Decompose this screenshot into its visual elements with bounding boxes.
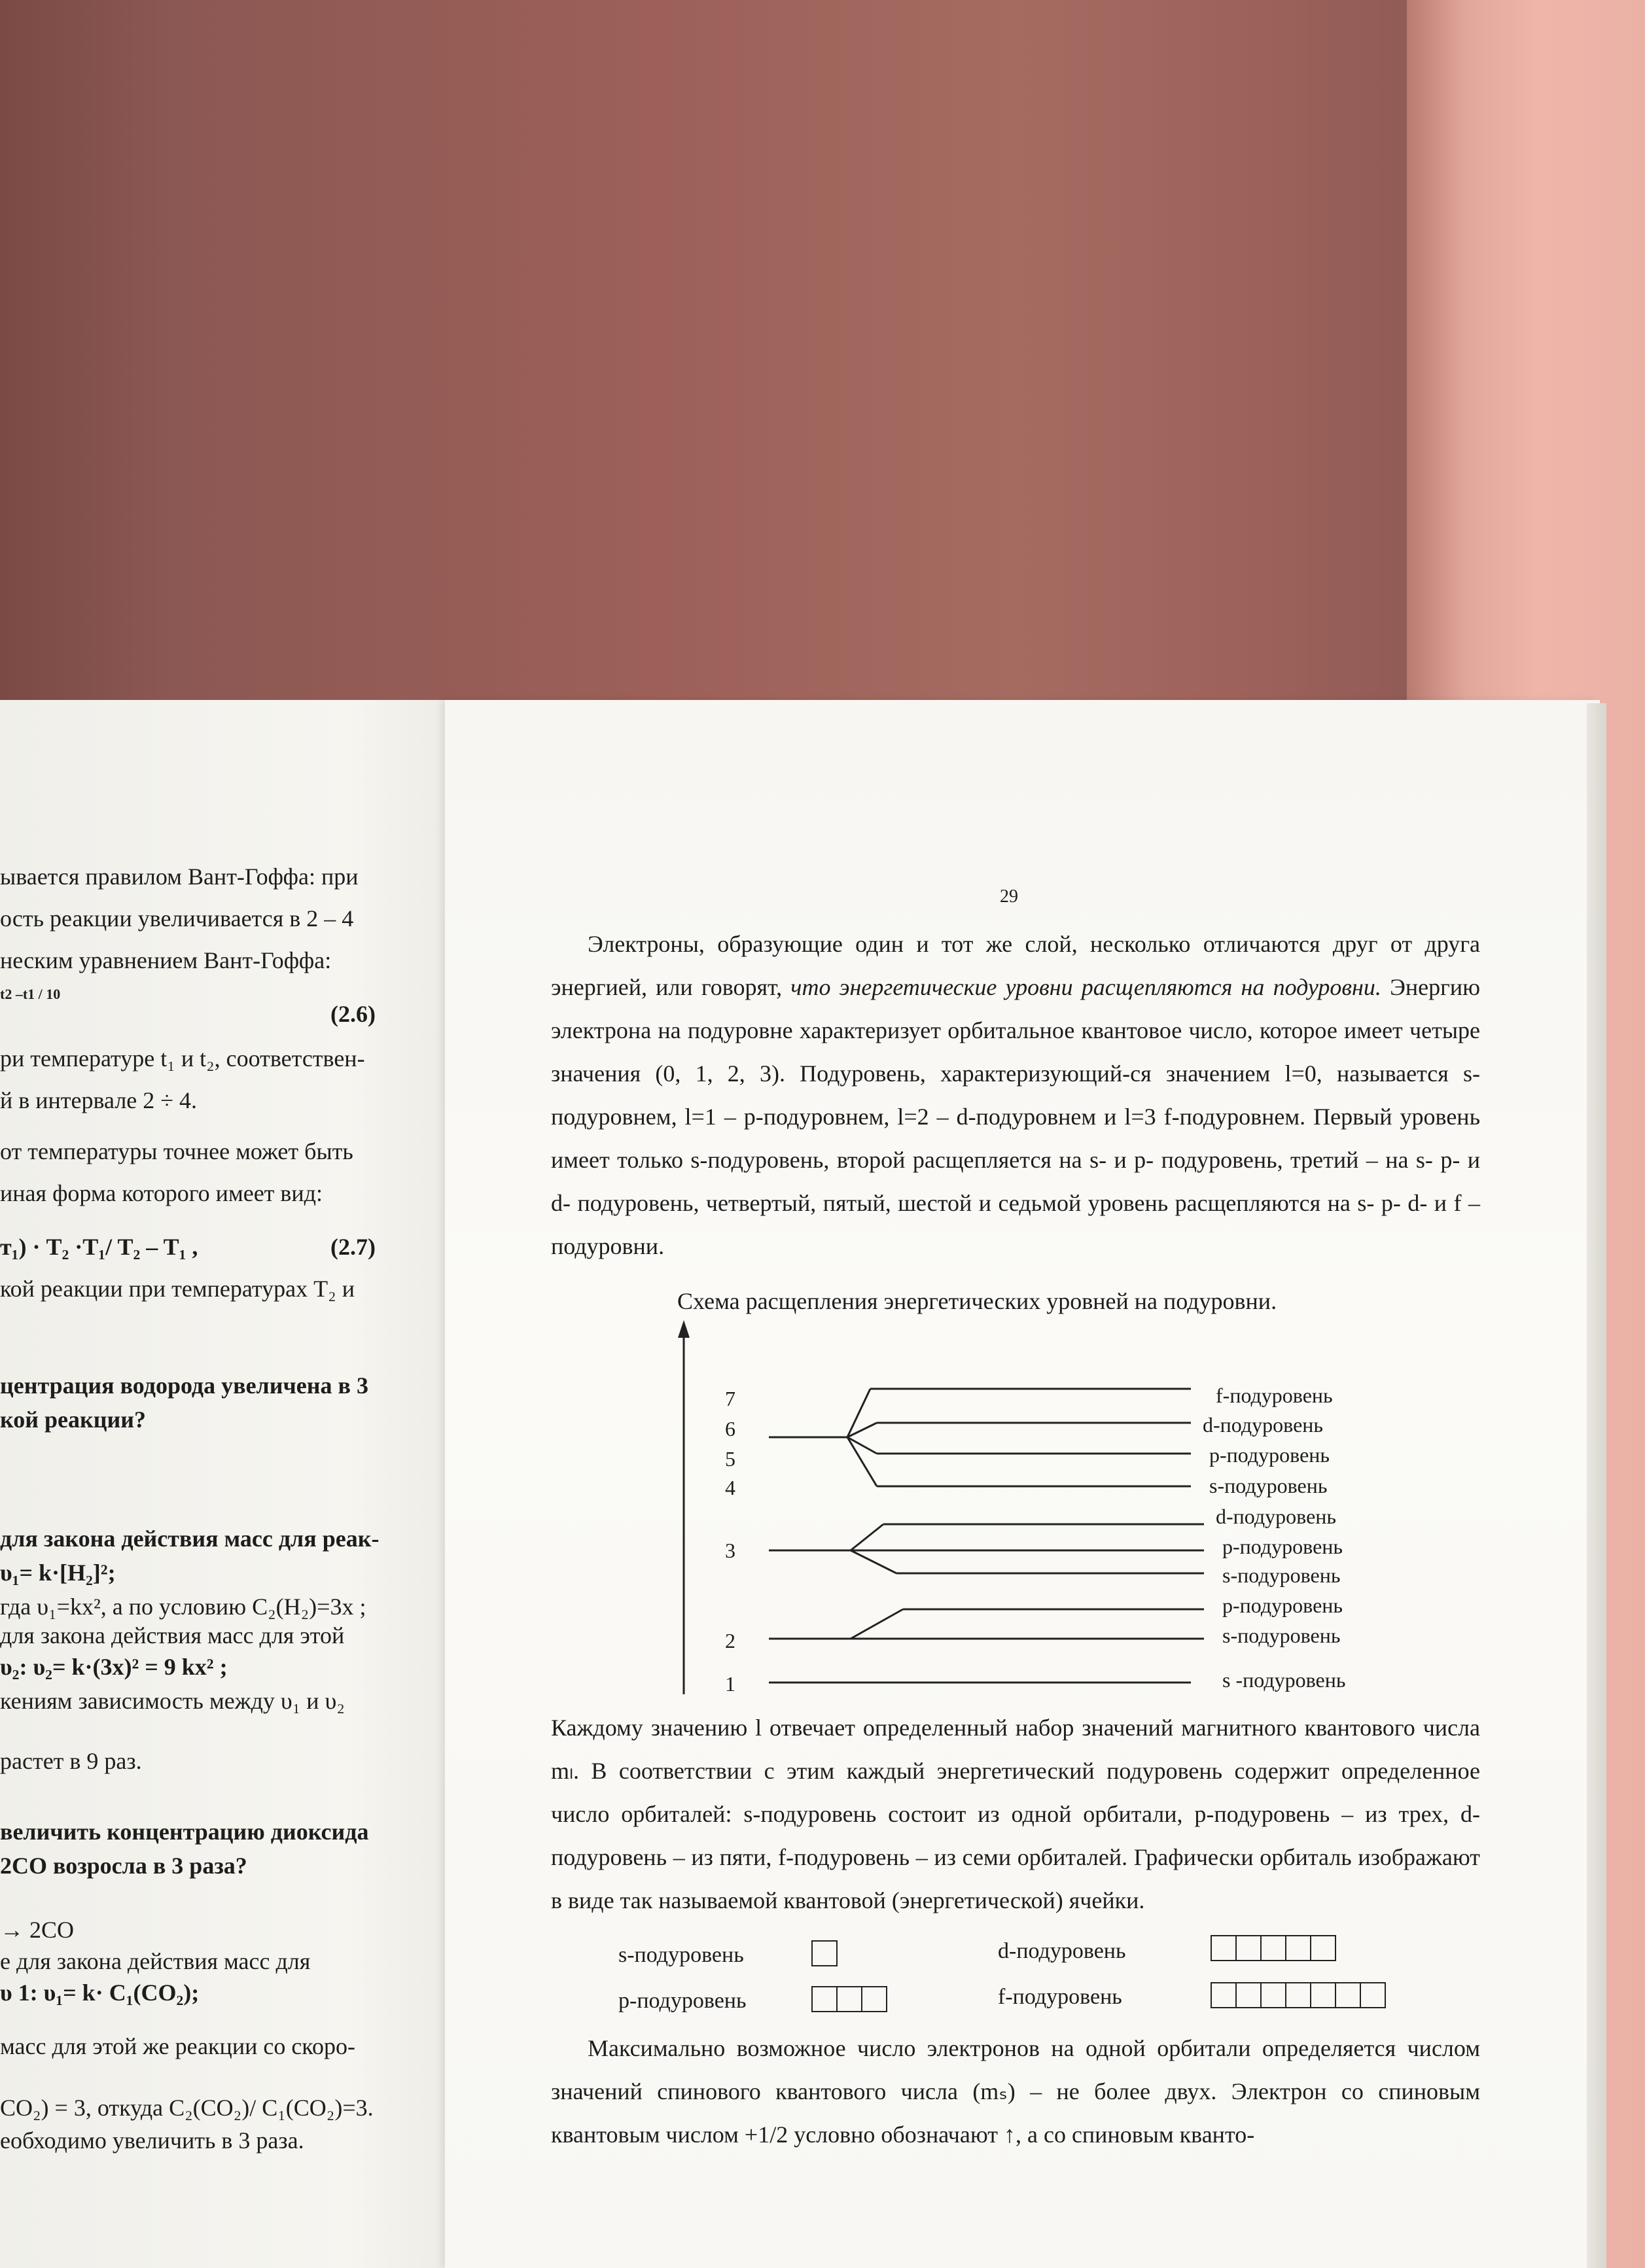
left-page — [0, 700, 497, 2268]
sublevel-label: p-подуровень — [1222, 1535, 1343, 1558]
sublevel-label: s-подуровень — [1222, 1624, 1341, 1647]
left-line: от температуры точнее может быть — [0, 1138, 353, 1164]
quantum-cell — [1211, 1982, 1237, 2008]
paragraph-text: Энергию электрона на подуровне характеризует орбитальное квантовое число, которое имеет четыре значения (0, 1, 2, 3). Подуровень, характеризующий-ся значением l=0, называется s-подуровнем, l=1 – p-подуровнем, l=2 – d-подуровнем и l=3 f-подуровнем. Первый уровень имеет только s-подуровень, второй расщепляется на s- и p- подуровень, третий – на s- p- и d- подуровень, четвертый, пятый, шестой и седьмой уровень расщепляются на s- p- d- и f – подуровни. — [551, 974, 1480, 1259]
left-line: υ₂: υ₂= k·(3x)² = 9 kx² ; — [0, 1654, 228, 1680]
quantum-cell — [1310, 1935, 1336, 1961]
quantum-cell — [1285, 1935, 1311, 1961]
left-line: величить концентрацию диоксида — [0, 1819, 369, 1845]
cell-label-d: d-подуровень — [998, 1939, 1126, 1963]
paragraph-text: Электроны, образующие один и тот же слой, несколько отличаются друг от друга энергией, или говорят, — [551, 931, 1480, 1000]
left-line: 2CO возросла в 3 раза? — [0, 1853, 247, 1879]
quantum-cell — [1285, 1982, 1311, 2008]
f-cell-row — [1211, 1982, 1385, 2008]
emphasis-text: что энергетические уровни расщепляются на подуровни. — [790, 974, 1381, 1000]
left-line: масс для этой же реакции со скоро- — [0, 2033, 355, 2059]
left-line: ри температуре t₁ и t₂, соответствен- — [0, 1045, 365, 1072]
level-number: 6 — [725, 1417, 735, 1440]
paragraph-text: Каждому значению l отвечает определенный набор значений магнитного квантового числа mₗ. В соответствии с этим каждый энергетический подуровень содержит определенное число орбиталей: s-подуровень состоит из одной орбитали, p-подуровень – из трех, d-подуровень – из пяти, f-подуровень – из семи орбиталей. Графически орбиталь изображают в виде так называемой квантовой (энергетической) ячейки. — [551, 1715, 1480, 1913]
left-line: иная форма которого имеет вид: — [0, 1180, 323, 1206]
page-edge — [1587, 703, 1606, 2268]
diagram-title: Схема расщепления энергетических уровней на подуровни. — [677, 1288, 1277, 1314]
left-line: кой реакции при температурах T₂ и — [0, 1276, 355, 1302]
quantum-cell — [1310, 1982, 1336, 2008]
cell-label-f: f-подуровень — [998, 1985, 1122, 2009]
quantum-cell — [811, 1986, 838, 2012]
sublevel-label: s -подуровень — [1222, 1668, 1346, 1692]
quantum-cell — [1260, 1935, 1286, 1961]
sublevel-label: s-подуровень — [1209, 1474, 1328, 1497]
left-line: для закона действия масс для реак- — [0, 1526, 380, 1552]
paragraph-text: Максимально возможное число электронов на одной орбитали определяется числом значений спинового квантового числа (mₛ) – не более двух. Электрон со спиновым квантовым числом +1/2 условно обозначают ↑, а со спиновым кванто- — [551, 2035, 1480, 2148]
d-cell-row — [1211, 1935, 1335, 1961]
quantum-cell — [811, 1940, 838, 1966]
paragraph-spin — [551, 2027, 1480, 2156]
level-number: 3 — [725, 1539, 735, 1562]
left-line: е для закона действия масс для — [0, 1948, 311, 1974]
sublevel-label: p-подуровень — [1222, 1594, 1343, 1617]
left-line: υ₁= k·[H₂]²; — [0, 1560, 116, 1586]
left-line: гда υ₁=kx², а по условию C₂(H₂)=3x ; — [0, 1594, 366, 1620]
level-number: 5 — [725, 1447, 735, 1471]
sublevel-label: p-подуровень — [1209, 1443, 1330, 1467]
left-line: еобходимо увеличить в 3 раза. — [0, 2127, 304, 2154]
quantum-cell — [861, 1986, 887, 2012]
left-line: кениям зависимость между υ₁ и υ₂ — [0, 1688, 345, 1714]
left-line: центрация водорода увеличена в 3 — [0, 1372, 368, 1399]
left-line: неским уравнением Вант-Гоффа: — [0, 947, 332, 973]
quantum-cell — [836, 1986, 862, 2012]
left-line: т₁) · T₂ ·T₁/ T₂ – T₁ , — [0, 1234, 198, 1260]
sublevel-label: d-подуровень — [1216, 1505, 1336, 1528]
level-number: 1 — [725, 1672, 735, 1696]
sublevel-label: d-подуровень — [1203, 1413, 1323, 1437]
left-line: для закона действия масс для этой — [0, 1622, 345, 1649]
quantum-cell — [1235, 1935, 1262, 1961]
quantum-cell — [1360, 1982, 1386, 2008]
left-line: ость реакции увеличивается в 2 – 4 — [0, 905, 354, 932]
left-line: растет в 9 раз. — [0, 1748, 142, 1774]
quantum-cell — [1235, 1982, 1262, 2008]
quantum-cell — [1260, 1982, 1286, 2008]
left-line: кой реакции? — [0, 1406, 146, 1433]
paragraph-orbitals — [551, 1706, 1480, 1922]
level-number: 7 — [725, 1387, 735, 1410]
left-line: ывается правилом Вант-Гоффа: при — [0, 864, 359, 890]
p-cell-row — [811, 1986, 886, 2012]
left-line: υ 1: υ₁= k· C₁(CO₂); — [0, 1980, 200, 2006]
cell-label-s: s-подуровень — [618, 1943, 744, 1967]
level-number: 4 — [725, 1476, 735, 1499]
left-line: → 2CO — [0, 1917, 75, 1943]
sublevel-label: s-подуровень — [1222, 1563, 1341, 1587]
quantum-cell — [1335, 1982, 1361, 2008]
level-number: 2 — [725, 1629, 735, 1652]
equation-number: (2.7) — [330, 1234, 376, 1260]
sublevel-label: f-подуровень — [1216, 1384, 1333, 1407]
page-number: 29 — [1000, 886, 1018, 907]
left-line: CO₂) = 3, откуда C₂(CO₂)/ C₁(CO₂)=3. — [0, 2095, 374, 2121]
left-line: t2 –t1 / 10 — [0, 986, 61, 1002]
table-surface-background — [0, 0, 1453, 703]
left-line: й в интервале 2 ÷ 4. — [0, 1087, 198, 1113]
equation-number: (2.6) — [330, 1001, 376, 1027]
paragraph-sublevels — [551, 922, 1480, 1268]
s-cell-row — [811, 1940, 836, 1966]
quantum-cell — [1211, 1935, 1237, 1961]
cell-label-p: p-подуровень — [618, 1989, 747, 2013]
